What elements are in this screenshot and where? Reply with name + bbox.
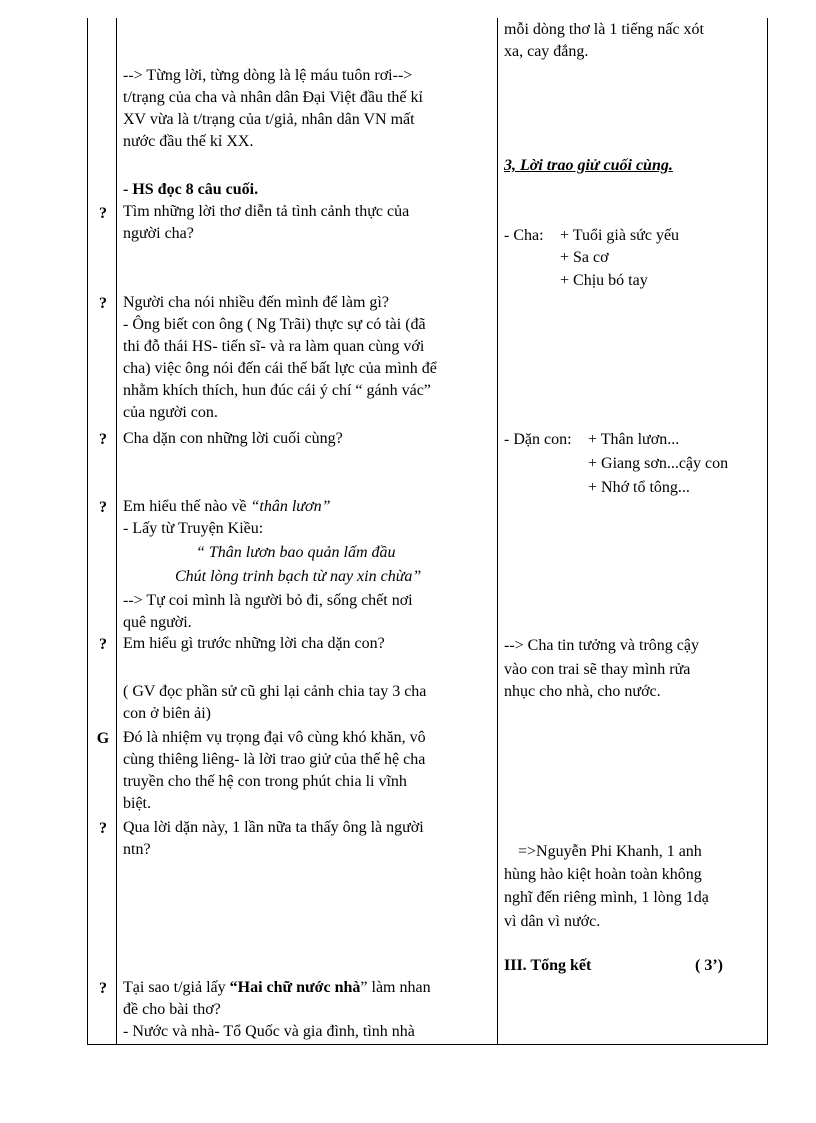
question-text: người cha? — [123, 225, 194, 242]
question-text — [123, 977, 431, 999]
poem-quote-line: Chút lòng trinh bạch từ nay xin chừa” — [175, 568, 422, 585]
question-marker: ? — [99, 205, 107, 222]
activity-text: cha) việc ông nói đến cái thế bất lực của mình để — [123, 360, 437, 377]
teacher-text: cùng thiêng liêng- là lời trao giử của thế hệ cha — [123, 751, 426, 768]
activity-text: nước đầu thế kỉ XX. — [123, 133, 254, 150]
question-marker: ? — [99, 980, 107, 997]
activity-text: - Nước và nhà- Tổ Quốc và gia đình, tình nhà — [123, 1023, 415, 1040]
poem-quote-line: “ Thân lươn bao quản lấm đầu — [196, 544, 396, 561]
activity-text: của người con. — [123, 404, 218, 421]
question-text: Cha dặn con những lời cuối cùng? — [123, 430, 343, 447]
content-text: hùng hào kiệt hoàn toàn không — [504, 866, 702, 883]
table-border-right — [767, 18, 768, 1045]
quoted-term: “thân lươn” — [250, 498, 331, 515]
table-border-left — [87, 18, 88, 1045]
activity-text: con ở biên ải) — [123, 705, 211, 722]
teacher-text: truyền cho thế hệ con trong phút chia li vĩnh — [123, 773, 407, 790]
content-text: --> Cha tin tưởng và trông cậy — [504, 637, 699, 654]
quoted-title: “Hai chữ nước nhà — [229, 979, 361, 996]
question-marker: ? — [99, 820, 107, 837]
content-label: - Cha: — [504, 227, 544, 244]
question-marker: ? — [99, 295, 107, 312]
activity-text: - Ông biết con ông ( Ng Trãi) thực sự có tài (đã — [123, 316, 426, 333]
section-heading: 3, Lời trao giử cuối cùng. — [504, 157, 673, 174]
question-text-part: Em hiểu thế nào về — [123, 498, 251, 515]
question-marker: ? — [99, 431, 107, 448]
content-text: mỗi dòng thơ là 1 tiếng nấc xót — [504, 21, 704, 38]
section-duration: ( 3’) — [695, 957, 723, 974]
question-text-part: Tại sao t/giả lấy — [123, 979, 230, 996]
question-text: Em hiểu gì trước những lời cha dặn con? — [123, 635, 385, 652]
content-text: nhục cho nhà, cho nước. — [504, 683, 661, 700]
section-heading: III. Tổng kết — [504, 957, 592, 974]
activity-text: quê người. — [123, 614, 192, 631]
table-border-bottom — [87, 1044, 768, 1045]
teacher-text: biệt. — [123, 795, 151, 812]
column-divider-1 — [116, 18, 117, 1045]
question-text: Qua lời dặn này, 1 lần nữa ta thấy ông là người — [123, 819, 424, 836]
activity-text: t/trạng của cha và nhân dân Đại Việt đầu thế kỉ — [123, 89, 423, 106]
content-item: + Thân lươn... — [588, 431, 680, 448]
activity-instruction: - HS đọc 8 câu cuối. — [123, 181, 259, 198]
question-marker: ? — [99, 499, 107, 516]
content-item: + Tuổi già sức yếu — [560, 227, 680, 244]
question-marker: ? — [99, 636, 107, 653]
question-text: ntn? — [123, 841, 151, 858]
content-text: xa, cay đắng. — [504, 43, 589, 60]
content-text: vào con trai sẽ thay mình rửa — [504, 661, 691, 678]
question-text — [123, 496, 330, 518]
activity-text: thi đỗ thái HS- tiến sĩ- và ra làm quan cùng với — [123, 338, 425, 355]
content-text: nghĩ đến riêng mình, 1 lòng 1dạ — [504, 889, 709, 906]
question-text: Tìm những lời thơ diễn tả tình cảnh thực của — [123, 203, 410, 220]
activity-text: --> Từng lời, từng dòng là lệ máu tuôn rơi--> — [123, 67, 413, 84]
content-text: vì dân vì nước. — [504, 913, 601, 930]
content-item: + Giang sơn...cậy con — [588, 455, 729, 472]
content-item: + Chịu bó tay — [560, 272, 648, 289]
teacher-text: Đó là nhiệm vụ trọng đại vô cùng khó khăn, vô — [123, 729, 426, 746]
column-divider-2 — [497, 18, 498, 1045]
activity-text: XV vừa là t/trạng của t/giả, nhân dân VN mất — [123, 111, 415, 128]
question-text: Người cha nói nhiều đến mình để làm gì? — [123, 294, 389, 311]
question-text: đề cho bài thơ? — [123, 1001, 221, 1018]
activity-text: nhằm khích thích, hun đúc cái ý chí “ gánh vác” — [123, 382, 431, 399]
content-item: + Sa cơ — [560, 249, 609, 266]
content-label: - Dặn con: — [504, 431, 572, 448]
content-item: + Nhớ tổ tông... — [588, 479, 690, 496]
activity-text: --> Tự coi mình là người bỏ đi, sống chết nơi — [123, 592, 413, 609]
activity-text: - Lấy từ Truyện Kiều: — [123, 520, 264, 537]
teacher-marker: G — [96, 730, 110, 747]
content-text: =>Nguyễn Phi Khanh, 1 anh — [518, 843, 702, 860]
question-text-part: ” làm nhan — [360, 979, 431, 996]
activity-text: ( GV đọc phần sử cũ ghi lại cảnh chia tay 3 cha — [123, 683, 427, 700]
